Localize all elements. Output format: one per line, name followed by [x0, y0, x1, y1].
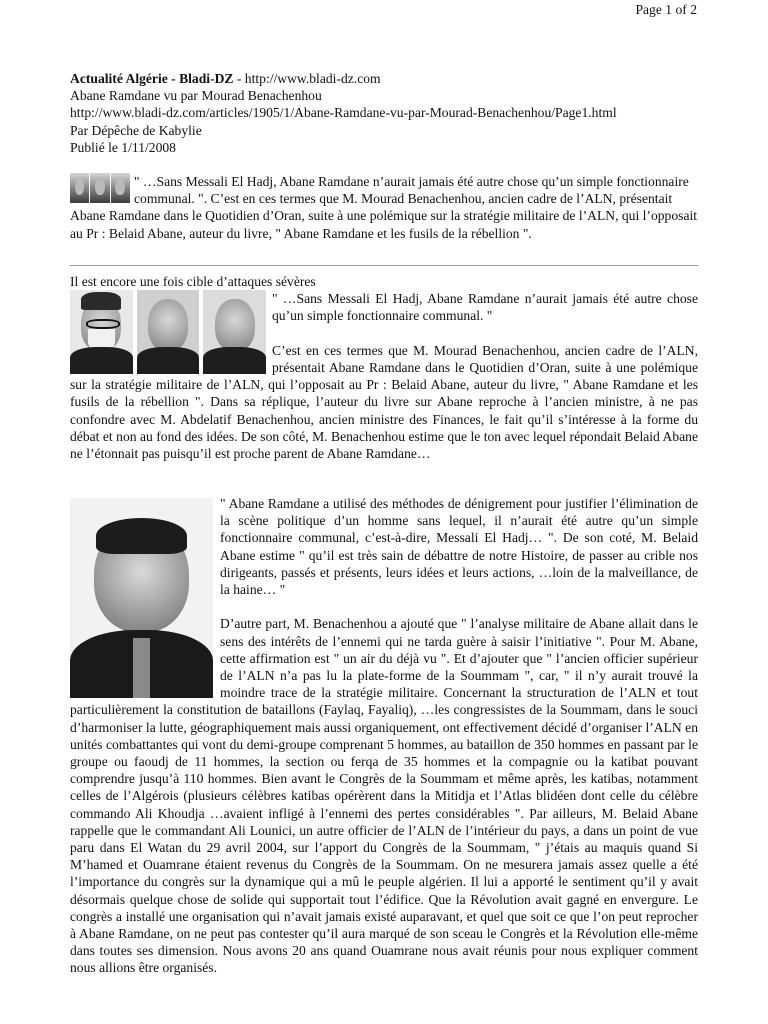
- portrait-photo: [203, 290, 266, 374]
- thumbnail-photo: [111, 173, 130, 203]
- portrait-photo-large: [70, 498, 213, 698]
- paragraph-one: " Abane Ramdane a utilisé des méthodes de dénigrement pour justifier l’élimination de la scène politique d’un homme sans lequel, il n’aurait été autre qu’un simple fonctionnaire communal, c’est-à-dire, Messali El Hadj… ". De son coté, M. Belaid Abane estime " qu’il est très sain de débattre de notre Histoire, de passer au crible nos dirigeants, passés et présents, leurs idées et leurs actions, …loin de la malveillance, de la haine… ": [220, 496, 698, 598]
- paragraph-two: D’autre part, M. Benachenhou a ajouté que " l’analyse militaire de Abane allait dans le sens des intérêts de l’ennemi qui ne tarda guère à saisir l’initiative ". Pour M. Abane, cette affirmation est " un air du déjà vu ". Et d’ajouter que " l’ancien officier supérieur de l’ALN n’a pas lu la plate-forme de la Soummam ", car, " il n’y aurait trouvé la moindre trace de la stratégie militaire. Concernant la structuration de l’ALN et tout particulièrement la constitution de bataillons (Faylaq, Fayaliq), …les congressistes de la Soummam, dans le souci d’harmoniser la lutte, géographiquement mais aussi organiquement, ont effectivement décidé d’organiser l’ALN en unités combattantes qui vont du demi-groupe comprenant 5 hommes, au bataillon de 350 hommes en passant par le groupe ou faoudj de 11 hommes, la section ou ferqa de 35 hommes et la compagnie ou la katibat pouvant comprendre jusqu’à 110 hommes. Bien avant le Congrès de la Soummam et même après, les katibas, notamment celles de l’Algérois (plusieurs célèbres katibas opérèrent dans la Mitidja et l’Atlas blidéen dont celle du célèbre commando Ali Khoudja …avaient infligé à l’ennemi des pertes considérables ". Par ailleurs, M. Belaid Abane rappelle que le commandant Ali Lounici, un autre officier de l’ALN de l’intérieur du pays, a dans un point de vue paru dans El Watan du 29 avril 2004, sur l’apport du Congrès de la Soummam, " j’étais au maquis quand Si M’hamed et Ouamrane étaient revenus du Congrès de la Soummam. On ne mesurera jamais assez quelle a été l’importance du congrès sur la dynamique qui a mû le peuple algérien. Il lui a apporté le sentiment qu’il y avait désormais quelque chose de solide qui supportait tout l’édifice. Que la Révolution avait gagné en envergure. Le congrès a installé une organisation qui n’avait jamais existé auparavant, et quel que soit ce que l’on peut reprocher à Abane Ramdane, on ne peut pas contester qu’il aura marqué de son sceau le Congrès et la Révolution elle-même dans toutes ses dimension. Nous avons 20 ans quand Ouamrane nous avait réunis pour nous expliquer comment nous allions être organisés.: [70, 616, 698, 976]
- intro-text: " …Sans Messali El Hadj, Abane Ramdane n’aurait jamais été autre chose qu’un simple fonctionnaire communal. ". C’est en ces termes que M. Mourad Benachenhou, ancien cadre de l’ALN, présentait Abane Ramdane dans le Quotidien d’Oran, suite à une polémique sur la stratégie militaire de l’ALN, qui l’opposait au Pr : Belaid Abane, auteur du livre, " Abane Ramdane et les fusils de la rébellion ".: [70, 174, 698, 241]
- intro-thumbnail-photos: [70, 173, 130, 203]
- thumbnail-photo: [70, 173, 89, 203]
- divider: [70, 265, 698, 266]
- three-portraits: [70, 290, 266, 374]
- section-one: [70, 273, 698, 462]
- portrait-photo: [137, 290, 200, 374]
- site-title: Actualité Algérie - Bladi-DZ: [70, 71, 234, 86]
- intro-paragraph: [70, 173, 698, 242]
- section-quote: " …Sans Messali El Hadj, Abane Ramdane n’aurait jamais été autre chose qu’un simple fonctionnaire communal. ": [272, 291, 698, 324]
- section-heading: Il est encore une fois cible d’attaques sévères: [70, 274, 316, 289]
- page-number: Page 1 of 2: [635, 2, 697, 17]
- section-paragraph: C’est en ces termes que M. Mourad Benachenhou, ancien cadre de l’ALN, présentait Abane Ramdane dans le Quotidien d’Oran, suite à une polémique sur la stratégie militaire de l’ALN, qui l’opposait au Pr : Belaid Abane, auteur du livre, " Abane Ramdane et les fusils de la rébellion ". Dans sa réplique, l’auteur du livre sur Abane reproche à l’ancien ministre, à ne pas confondre avec M. Abdelatif Benachenhou, ancien ministre des Finances, le fait qu’il s’intéresse à la forme du débat et non au fond des idées. De son côté, M. Benachenhou estime que le ton avec lequel répondait Belaid Abane ne l’étonnait pas puisqu’il est proche parent de Abane Ramdane…: [70, 342, 698, 462]
- article-title: Abane Ramdane vu par Mourad Benachenhou: [70, 88, 322, 104]
- portrait-photo: [70, 290, 133, 374]
- article-header: [70, 70, 698, 156]
- site-line: [70, 70, 698, 87]
- publish-date: Publié le 1/11/2008: [70, 139, 176, 155]
- section-two: [70, 495, 698, 977]
- article-url[interactable]: http://www.bladi-dz.com/articles/1905/1/Abane-Ramdane-vu-par-Mourad-Benachenhou/Page1.html: [70, 105, 617, 121]
- thumbnail-photo: [90, 173, 109, 203]
- site-url[interactable]: - http://www.bladi-dz.com: [233, 71, 381, 86]
- byline: Par Dépêche de Kabylie: [70, 122, 202, 138]
